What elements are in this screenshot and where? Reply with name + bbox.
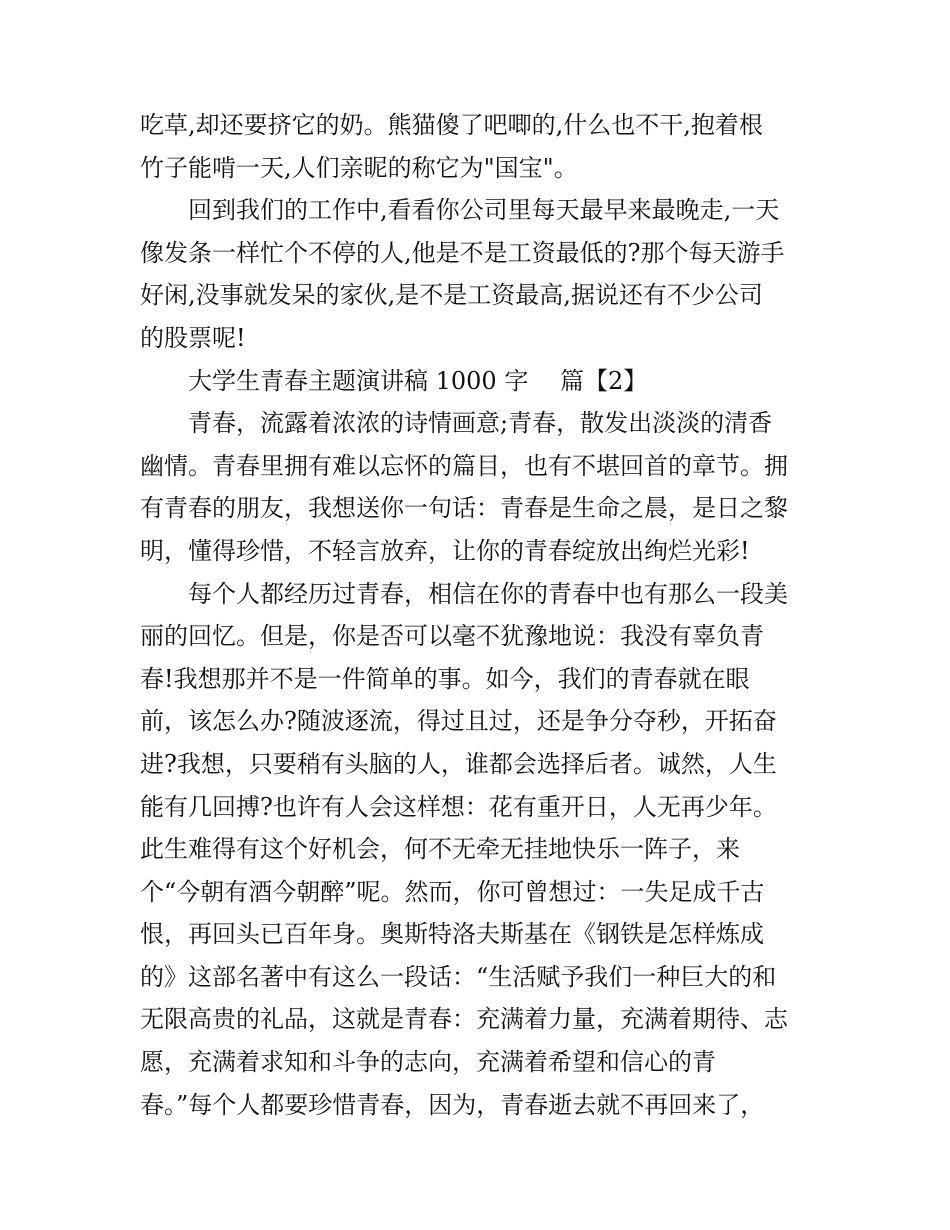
text-line: 恨，再回头已百年身。奥斯特洛夫斯基在《钢铁是怎样炼成 xyxy=(140,920,764,949)
text-line: 的股票呢! xyxy=(140,323,246,352)
text-line: 回到我们的工作中,看看你公司里每天最早来最晚走,一天 xyxy=(188,196,780,225)
text-line: 的》这部名著中有这么一段话：“生活赋予我们一种巨大的和 xyxy=(140,962,777,991)
text-line: 丽的回忆。但是，你是否可以毫不犹豫地说：我没有辜负青 xyxy=(140,622,764,651)
text-line: 无限高贵的礼品，这就是青春：充满着力量，充满着期待、志 xyxy=(140,1005,788,1034)
text-line: 有青春的朋友，我想送你一句话：青春是生命之晨，是日之黎 xyxy=(140,494,788,523)
text-line: 前，该怎么办?随波逐流，得过且过，还是争分夺秒，开拓奋 xyxy=(140,707,777,736)
text-line: 春。”每个人都要珍惜青春，因为，青春逝去就不再回来了， xyxy=(140,1090,765,1119)
text-line: 能有几回搏?也许有人会这样想：花有重开日，人无再少年。 xyxy=(140,792,777,821)
text-line: 进?我想，只要稍有头脑的人，谁都会选择后者。诚然，人生 xyxy=(140,749,777,778)
document-body xyxy=(140,104,812,1126)
text-line: 每个人都经历过青春，相信在你的青春中也有那么一段美 xyxy=(188,579,788,608)
text-line: 青春，流露着浓浓的诗情画意;青春，散发出淡淡的清香 xyxy=(188,409,773,438)
text-line: 像发条一样忙个不停的人,他是不是工资最低的?那个每天游手 xyxy=(140,238,785,267)
text-line: 个“今朝有酒今朝醉”呢。然而，你可曾想过：一失足成千古 xyxy=(140,877,765,906)
text-line: 好闲,没事就发呆的家伙,是不是工资最高,据说还有不少公司 xyxy=(140,281,763,310)
text-line: 大学生青春主题演讲稿 1000 字 篇【2】 xyxy=(188,366,648,395)
text-line: 春!我想那并不是一件简单的事。如今，我们的青春就在眼 xyxy=(140,664,750,693)
text-line: 吃草,却还要挤它的奶。熊猫傻了吧唧的,什么也不干,抱着根 xyxy=(140,111,763,139)
text-line: 明，懂得珍惜，不轻言放弃，让你的青春绽放出绚烂光彩! xyxy=(140,536,750,565)
text-line: 竹子能啃一天,人们亲昵的称它为"国宝"。 xyxy=(140,153,578,182)
text-line: 愿，充满着求知和斗争的志向，充满着希望和信心的青 xyxy=(140,1048,716,1077)
text-line: 幽情。青春里拥有难以忘怀的篇目，也有不堪回首的章节。拥 xyxy=(140,451,788,480)
text-line: 此生难得有这个好机会，何不无牵无挂地快乐一阵子，来 xyxy=(140,835,740,864)
